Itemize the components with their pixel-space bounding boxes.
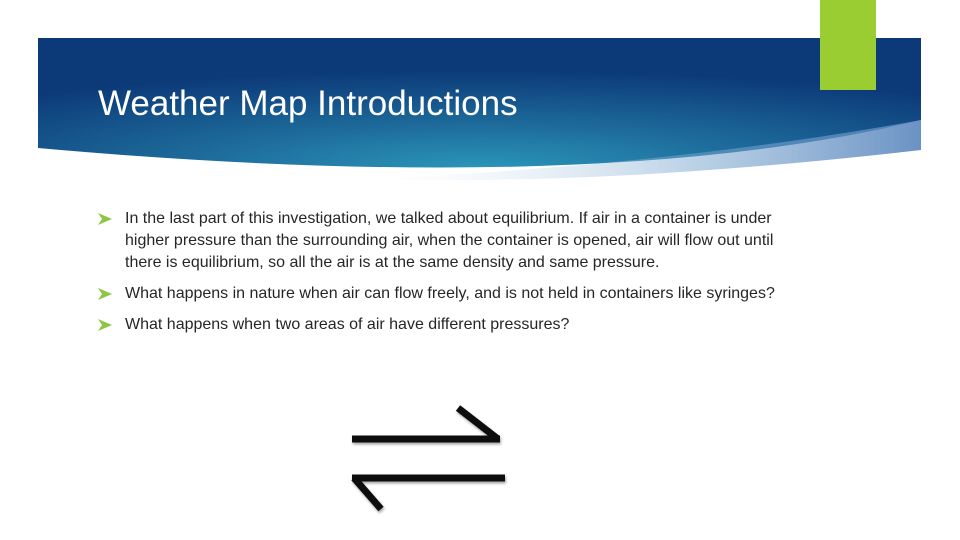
list-item — [98, 208, 788, 274]
slide-title: Weather Map Introductions — [98, 84, 518, 123]
arrowhead-bullet-icon — [98, 288, 112, 300]
accent-bar — [820, 0, 876, 90]
bullet-text: What happens in nature when air can flow freely, and is not held in containers like syringes? — [125, 285, 775, 302]
list-item — [98, 283, 788, 305]
bullet-text: What happens when two areas of air have different pressures? — [125, 316, 570, 333]
equilibrium-arrows-icon — [340, 400, 515, 520]
arrowhead-bullet-icon — [98, 319, 112, 331]
bullet-text: In the last part of this investigation, we talked about equilibrium. If air in a container is under higher pressure than the surrounding air, when the container is opened, air will flow out until there is equilibrium, so all the air is at the same density and same pressure. — [125, 210, 774, 271]
bullet-list — [98, 208, 788, 345]
list-item — [98, 314, 788, 336]
arrowhead-bullet-icon — [98, 213, 112, 225]
